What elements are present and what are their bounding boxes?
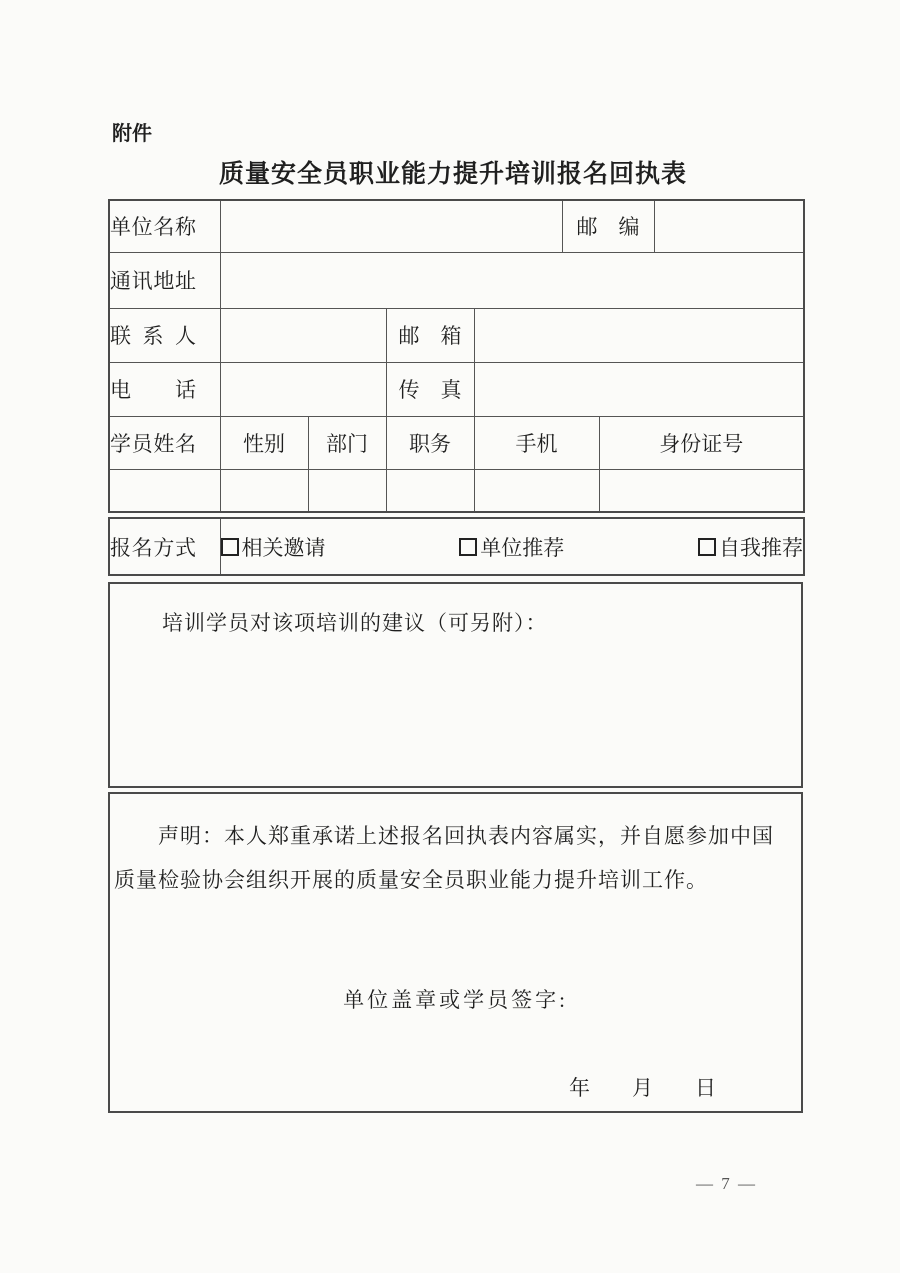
registration-method-label: 报名方式: [109, 518, 220, 575]
unit-name-label: 单位名称: [109, 200, 220, 252]
attachment-label: 附件: [112, 123, 152, 145]
email-input[interactable]: [474, 308, 804, 362]
address-label: 通讯地址: [109, 252, 220, 308]
mobile-header: 手机: [474, 416, 599, 469]
checkbox-label: 相关邀请: [241, 535, 326, 560]
contact-person-input[interactable]: [220, 308, 386, 362]
registration-method-row: [109, 518, 804, 575]
suggestion-input-area[interactable]: [110, 638, 801, 778]
trainee-name-input[interactable]: [109, 469, 220, 512]
page-number: — 7 —: [696, 1174, 757, 1193]
gender-input[interactable]: [220, 469, 308, 512]
department-header: 部门: [308, 416, 386, 469]
position-input[interactable]: [386, 469, 474, 512]
table-row-address: [109, 252, 804, 308]
checkbox-option-related-invitation[interactable]: [221, 532, 326, 562]
position-header: 职务: [386, 416, 474, 469]
checkbox-label: 单位推荐: [480, 535, 565, 560]
address-input[interactable]: [220, 252, 804, 308]
trainee-blank-row: [109, 469, 804, 512]
table-row-contact: [109, 308, 804, 362]
page-title: 质量安全员职业能力提升培训报名回执表: [218, 160, 687, 188]
trainee-header-row: [109, 416, 804, 469]
email-label: 邮 箱: [386, 308, 474, 362]
id-number-header: 身份证号: [599, 416, 804, 469]
phone-input[interactable]: [220, 362, 386, 416]
signature-label[interactable]: 单位盖章或学员签字:: [343, 988, 568, 1012]
contact-info-table: [108, 199, 805, 513]
table-row-phone: [109, 362, 804, 416]
unit-name-input[interactable]: [220, 200, 562, 252]
checkbox-option-unit-recommendation[interactable]: [459, 532, 564, 562]
table-row-unit-name: [109, 200, 804, 252]
checkbox-option-self-recommendation[interactable]: [698, 532, 803, 562]
phone-label: 电话: [109, 362, 220, 416]
declaration-box: [108, 792, 803, 1113]
mobile-input[interactable]: [474, 469, 599, 512]
trainee-name-header: 学员姓名: [109, 416, 220, 469]
registration-method-table: [108, 517, 805, 576]
postcode-input[interactable]: [654, 200, 804, 252]
suggestion-box: [108, 582, 803, 788]
department-input[interactable]: [308, 469, 386, 512]
checkbox-icon: [459, 538, 477, 556]
checkbox-label: 自我推荐: [719, 535, 803, 560]
postcode-label: 邮 编: [562, 200, 654, 252]
fax-label: 传 真: [386, 362, 474, 416]
gender-header: 性别: [220, 416, 308, 469]
checkbox-icon: [698, 538, 716, 556]
declaration-text: 声明：本人郑重承诺上述报名回执表内容属实，并自愿参加中国质量检验协会组织开展的质量安全员职业能力提升培训工作。: [114, 824, 774, 892]
contact-person-label: 联系人: [109, 308, 220, 362]
fax-input[interactable]: [474, 362, 804, 416]
registration-method-options: [220, 518, 804, 575]
checkbox-icon: [221, 538, 239, 556]
date-label[interactable]: 年 月 日: [569, 1076, 716, 1100]
id-number-input[interactable]: [599, 469, 804, 512]
suggestion-label: 培训学员对该项培训的建议（可另附）：: [162, 611, 548, 635]
